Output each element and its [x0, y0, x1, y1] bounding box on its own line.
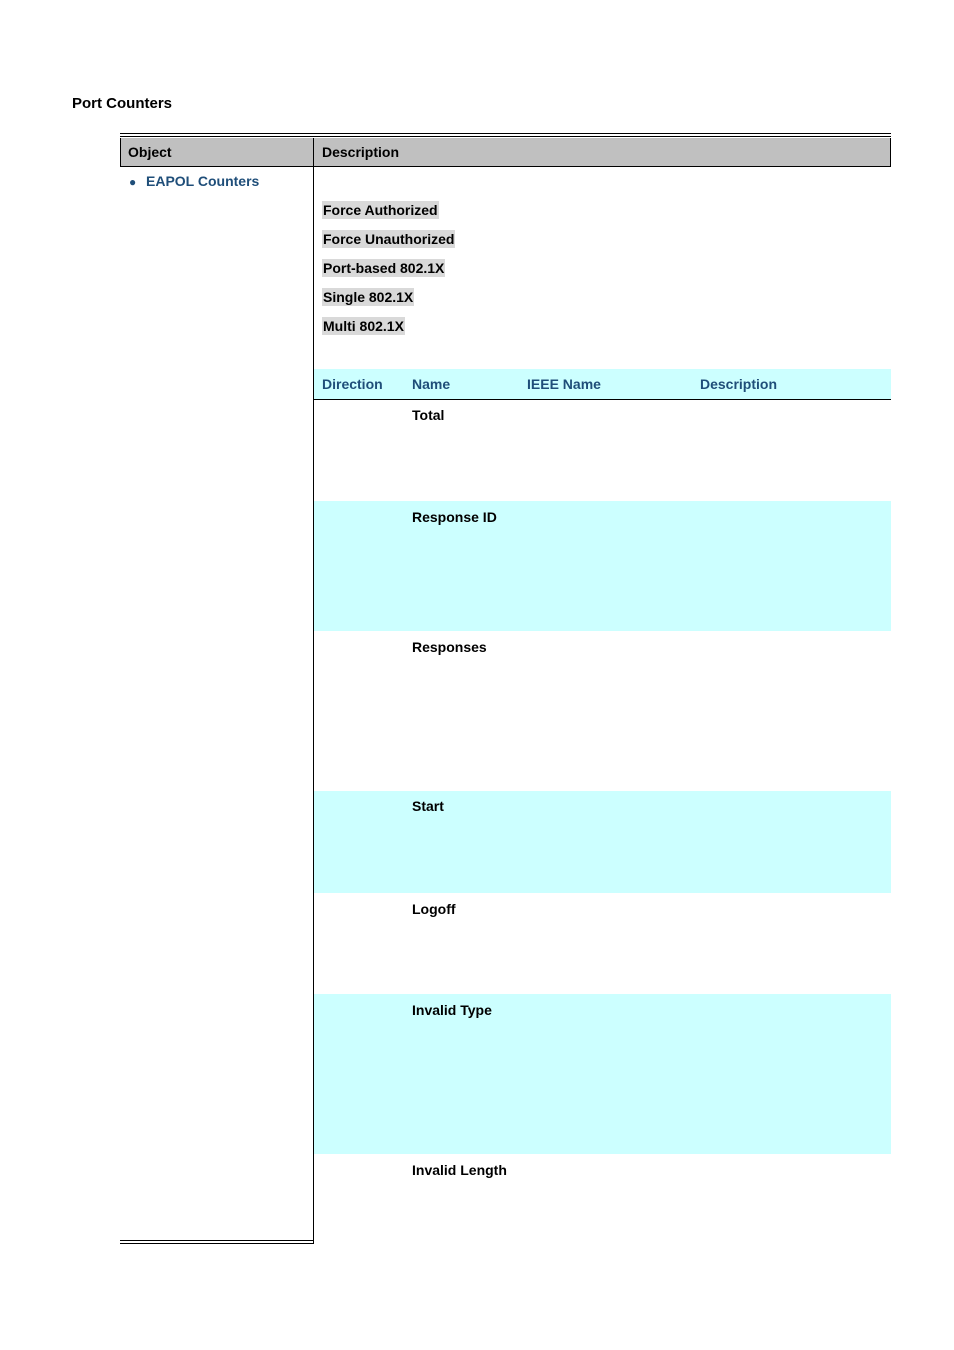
table-top-rule-inner [120, 136, 891, 137]
counter-name: Start [412, 798, 444, 814]
header-object-label: Object [128, 144, 172, 160]
admin-state-port-based: Port-based 802.1X [323, 260, 445, 276]
table-bottom-rule [120, 1240, 314, 1241]
admin-state-single: Single 802.1X [323, 289, 414, 305]
bullet-icon: ● [129, 175, 137, 189]
counter-name: Response ID [412, 509, 497, 525]
header-object [120, 138, 314, 167]
admin-state-force-unauthorized: Force Unauthorized [323, 231, 455, 247]
table-row [314, 631, 891, 791]
header-description [314, 138, 891, 167]
table-row [314, 501, 891, 631]
counter-name: Total [412, 407, 445, 423]
counter-name: Invalid Length [412, 1162, 507, 1178]
counters-col-name: Name [412, 376, 451, 392]
object-item-eapol-counters [129, 173, 259, 189]
table-row [314, 893, 891, 994]
admin-state-multi: Multi 802.1X [323, 318, 404, 334]
table-column-divider [313, 138, 314, 1244]
table-top-rule [120, 133, 891, 134]
table-left-border [120, 138, 121, 167]
table-row [314, 791, 891, 893]
counters-col-ieee-name: IEEE Name [527, 376, 601, 392]
counters-header [314, 369, 891, 400]
table-row [314, 1154, 891, 1240]
header-description-label: Description [322, 144, 400, 160]
counters-col-description: Description [700, 376, 778, 392]
object-item-label: EAPOL Counters [146, 173, 260, 189]
counter-name: Logoff [412, 901, 456, 917]
table-bottom-rule-inner [120, 1243, 314, 1244]
counter-name: Invalid Type [412, 1002, 492, 1018]
counter-name: Responses [412, 639, 487, 655]
table-row [314, 994, 891, 1154]
section-title: Port Counters [72, 95, 173, 112]
table-row [314, 400, 891, 501]
counters-col-direction: Direction [322, 376, 383, 392]
admin-state-force-authorized: Force Authorized [323, 202, 438, 218]
table-right-border [890, 138, 891, 167]
